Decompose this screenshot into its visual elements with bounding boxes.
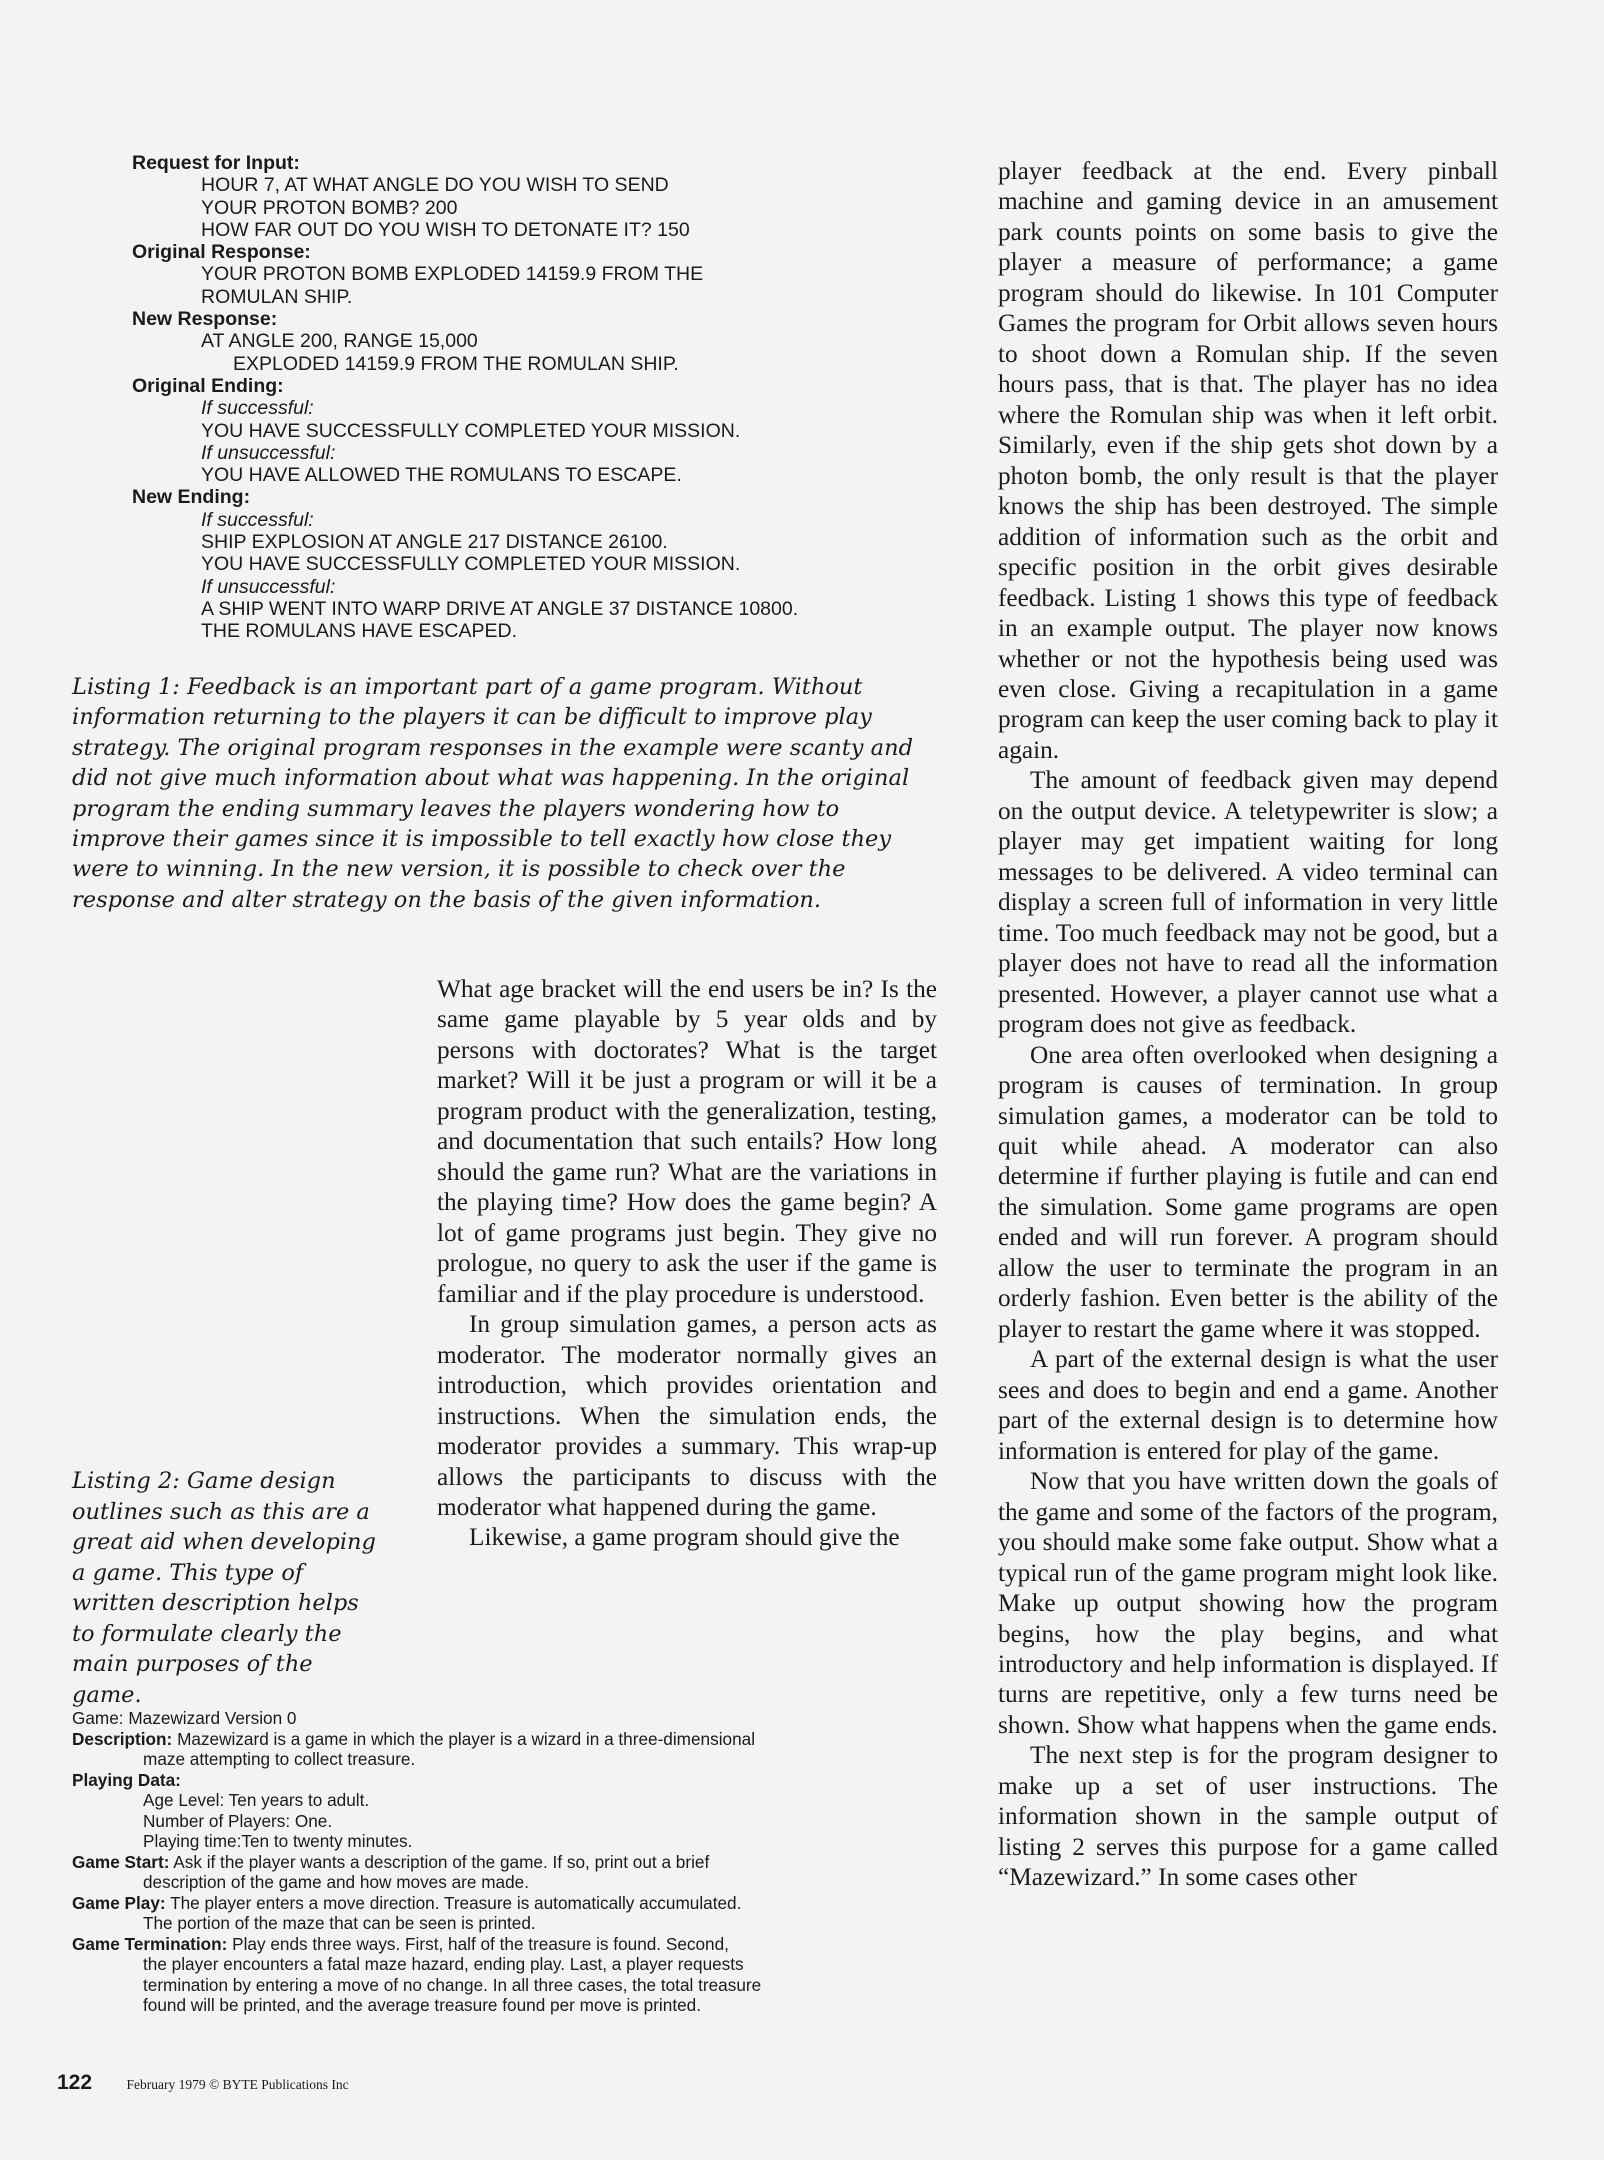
request-line: YOUR PROTON BOMB? 200 <box>201 196 458 219</box>
new-response-line: AT ANGLE 200, RANGE 15,000 <box>201 330 478 353</box>
listing-2 <box>72 1708 942 2016</box>
if-unsuccessful-label: If unsuccessful: <box>201 441 336 464</box>
orig-success-line: YOU HAVE SUCCESSFULLY COMPLETED YOUR MISSION. <box>201 419 741 442</box>
request-line: HOUR 7, AT WHAT ANGLE DO YOU WISH TO SEND <box>201 174 669 197</box>
game-start-label: Game Start: <box>72 1851 170 1872</box>
new-response-line: EXPLODED 14159.9 FROM THE ROMULAN SHIP. <box>233 352 679 375</box>
publication-credit: February 1979 © BYTE Publications Inc <box>126 2077 349 2092</box>
middle-column <box>437 974 937 1553</box>
orig-response-line: YOUR PROTON BOMB EXPLODED 14159.9 FROM THE <box>201 263 704 286</box>
game-termination-label: Game Termination: <box>72 1933 228 1954</box>
orig-response-label: Original Response: <box>132 241 311 264</box>
page-footer <box>57 2071 349 2095</box>
new-ending-label: New Ending: <box>132 486 251 509</box>
game-play-label: Game Play: <box>72 1892 166 1913</box>
paragraph: Now that you have written down the goals of the game and some of the factors of the program, you should make some fake output. Show what a typical run of the game program might look like. Make up output showing how the program begins, how the play begins, and what introductory and help information is displayed. If turns are repetitive, only a few turns need be shown. Show what happens when the game ends. <box>998 1467 1498 1739</box>
description-text: maze attempting to collect treasure. <box>143 1749 416 1769</box>
listing-1-caption <box>72 672 934 915</box>
game-termination-text: found will be printed, and the average treasure found per move is printed. <box>143 1995 701 2015</box>
game-start-text: description of the game and how moves are made. <box>143 1872 529 1892</box>
paragraph: A part of the external design is what the user sees and does to begin and end a game. Another part of the external design is to determine how information is entered for play of the game. <box>998 1345 1498 1465</box>
game-play-text: The portion of the maze that can be seen is printed. <box>143 1913 536 1933</box>
playing-data-label: Playing Data: <box>72 1769 181 1790</box>
request-label: Request for Input: <box>132 152 300 174</box>
playing-data-line: Playing time:Ten to twenty minutes. <box>143 1831 413 1851</box>
paragraph: player feedback at the end. Every pinball machine and gaming device in an amusement park counts points on some basis to give the player a measure of performance; a game program should do likewise. In 101 Computer Games the program for Orbit allows seven hours to shoot down a Romulan ship. If the seven hours pass, that is that. The player has no idea where the Romulan ship was when it left orbit. Similarly, even if the ship gets shot down by a photon bomb, the only result is that the player knows the ship has been destroyed. The simple addition of information such as the orbit and specific position in the orbit gives desirable feedback. Listing 1 shows this type of feedback in an example output. The player now knows whether or not the hypothesis being used was even close. Giving a recapitulation in a game program can keep the user coming back to play it again. <box>998 157 1498 764</box>
description-text: Mazewizard is a game in which the player is a wizard in a three-dimensional <box>177 1728 756 1749</box>
game-play-text: The player enters a move direction. Treasure is automatically accumulated. <box>170 1892 742 1913</box>
orig-fail-line: YOU HAVE ALLOWED THE ROMULANS TO ESCAPE. <box>201 464 682 487</box>
orig-response-line: ROMULAN SHIP. <box>201 285 353 308</box>
if-successful-label: If successful: <box>201 397 314 420</box>
description-label: Description: <box>72 1728 173 1749</box>
game-termination-text: termination by entering a move of no change. In all three cases, the total treasure <box>143 1974 762 1995</box>
caption-text: Listing 1: Feedback is an important part of a game program. Without information returning to the players it can be difficult to improve play strategy. The original program responses in the example were scanty and did not give much information about what was happening. In the original program the ending summary leaves the players wondering how to improve their games since it is impossible to tell exactly how close they were to winning. In the new version, it is possible to check over the response and alter strategy on the basis of the given information. <box>72 674 913 913</box>
listing-2-caption <box>72 1466 382 1710</box>
new-fail-line: THE ROMULANS HAVE ESCAPED. <box>201 620 518 643</box>
paragraph: What age bracket will the end users be in? Is the same game playable by 5 year olds and by persons with doctorates? What is the target market? Will it be just a program or will it be a program product with the generalization, testing, and documentation that such entails? How long should the game run? What are the variations in the playing time? How does the game begin? A lot of game programs just begin. They give no prologue, no query to ask the user if the game is familiar and if the play procedure is understood. <box>437 975 937 1308</box>
game-start-text: Ask if the player wants a description of the game. If so, print out a brief <box>173 1851 710 1872</box>
paragraph: Likewise, a game program should give the <box>469 1523 900 1552</box>
orig-ending-label: Original Ending: <box>132 374 284 397</box>
game-termination-text: Play ends three ways. First, half of the treasure is found. Second, <box>232 1933 729 1954</box>
caption-text: Listing 2: Game design outlines such as this are a great aid when developing a game. This type of written description helps to formulate clearly the main purposes of the game. <box>72 1468 376 1708</box>
right-column <box>998 156 1498 1893</box>
paragraph: The amount of feedback given may depend on the output device. A teletypewriter is slow; a player may get impatient waiting for long messages to be delivered. A video terminal can display a screen full of information in very little time. Too much feedback may not be good, but a player does not have to read all the information presented. However, a player cannot use what a program does not give as feedback. <box>998 766 1498 1039</box>
paragraph: The next step is for the program designer to make up a set of user instructions. The information shown in the sample output of listing 2 serves this purpose for a game called “Mazewizard.” In some cases other <box>998 1741 1498 1892</box>
game-termination-text: the player encounters a fatal maze hazard, ending play. Last, a player requests <box>143 1954 744 1974</box>
new-fail-line: A SHIP WENT INTO WARP DRIVE AT ANGLE 37 DISTANCE 10800. <box>201 597 799 620</box>
new-success-line: SHIP EXPLOSION AT ANGLE 217 DISTANCE 26100. <box>201 531 668 554</box>
playing-data-line: Number of Players: One. <box>143 1810 333 1831</box>
game-title-line: Game: Mazewizard Version 0 <box>72 1708 297 1728</box>
paragraph: In group simulation games, a person acts as moderator. The moderator normally gives an introduction, which provides orientation and instructions. When the simulation ends, the moderator provides a summary. This wrap-up allows the participants to discuss with the moderator what happened during the game. <box>437 1310 937 1521</box>
new-response-label: New Response: <box>132 308 278 331</box>
page-number: 122 <box>57 2071 93 2094</box>
listing-1 <box>132 152 872 643</box>
if-unsuccessful-label: If unsuccessful: <box>201 575 336 598</box>
playing-data-line: Age Level: Ten years to adult. <box>143 1790 370 1810</box>
paragraph: One area often overlooked when designing a program is causes of termination. In group simulation games, a moderator can be told to quit while ahead. A moderator can also determine if further playing is futile and can end the simulation. Some game programs are open ended and will run forever. A program should allow the user to terminate the program in an orderly fashion. Even better is the ability of the player to restart the game where it was stopped. <box>998 1040 1498 1343</box>
request-line: HOW FAR OUT DO YOU WISH TO DETONATE IT? 150 <box>201 218 690 241</box>
new-success-line: YOU HAVE SUCCESSFULLY COMPLETED YOUR MISSION. <box>201 553 741 576</box>
if-successful-label: If successful: <box>201 508 314 531</box>
